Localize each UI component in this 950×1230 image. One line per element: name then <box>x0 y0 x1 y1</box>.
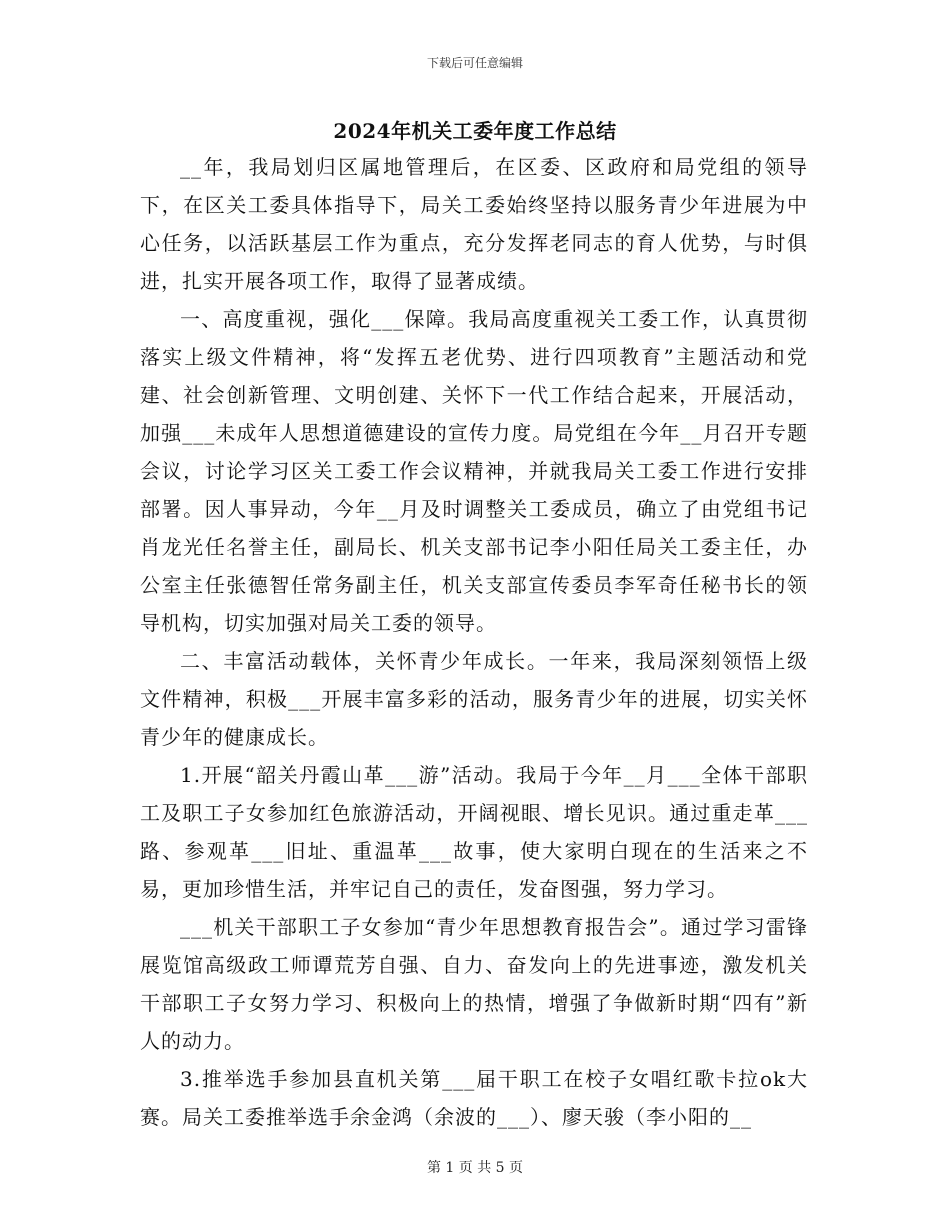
paragraph-item-2: ___机关干部职工子女参加“青少年思想教育报告会”。通过学习雷锋展览馆高级政工师谭荒芳自强、自力、奋发向上的先进事迹，激发机关干部职工子女努力学习、积极向上的热情，增强了争做新时期“四有”新人的动力。 <box>140 915 808 1053</box>
paragraph-item-3: 3.推举选手参加县直机关第___届干职工在校子女唱红歌卡拉ok大赛。局关工委推举选手余金鸿（余波的___）、廖天骏（李小阳的__ <box>140 1067 808 1129</box>
document-title: 2024年机关工委年度工作总结 <box>333 119 617 143</box>
page-header-note: 下载后可任意编辑 <box>426 56 523 70</box>
paragraph-item-1: 1.开展“韶关丹霞山革___游”活动。我局于今年__月___全体干部职工及职工子女参加红色旅游活动，开阔视眼、增长见识。通过重走革___路、参观革___旧址、重温革___故事，使大家明白现在的生活来之不易，更加珍惜生活，并牢记自己的责任，发奋图强，努力学习。 <box>140 763 808 901</box>
paragraph-section-2: 二、丰富活动载体，关怀青少年成长。一年来，我局深刻领悟上级文件精神，积极___开展丰富多彩的活动，服务青少年的进展，切实关怀青少年的健康成长。 <box>140 649 808 749</box>
paragraph-intro: __年，我局划归区属地管理后，在区委、区政府和局党组的领导下，在区关工委具体指导下，局关工委始终坚持以服务青少年进展为中心任务，以活跃基层工作为重点，充分发挥老同志的育人优势，与时俱进，扎实开展各项工作，取得了显著成绩。 <box>140 155 808 293</box>
document-body <box>140 148 808 1136</box>
page-number: 第 1 页 共 5 页 <box>426 1160 524 1176</box>
paragraph-section-1: 一、高度重视，强化___保障。我局高度重视关工委工作，认真贯彻落实上级文件精神，将“发挥五老优势、进行四项教育”主题活动和党建、社会创新管理、文明创建、关怀下一代工作结合起来，开展活动，加强___未成年人思想道德建设的宣传力度。局党组在今年__月召开专题会议，讨论学习区关工委工作会议精神，并就我局关工委工作进行安排部署。因人事异动，今年__月及时调整关工委成员，确立了由党组书记肖龙光任名誉主任，副局长、机关支部书记李小阳任局关工委主任，办公室主任张德智任常务副主任，机关支部宣传委员李军奇任秘书长的领导机构，切实加强对局关工委的领导。 <box>140 307 808 635</box>
